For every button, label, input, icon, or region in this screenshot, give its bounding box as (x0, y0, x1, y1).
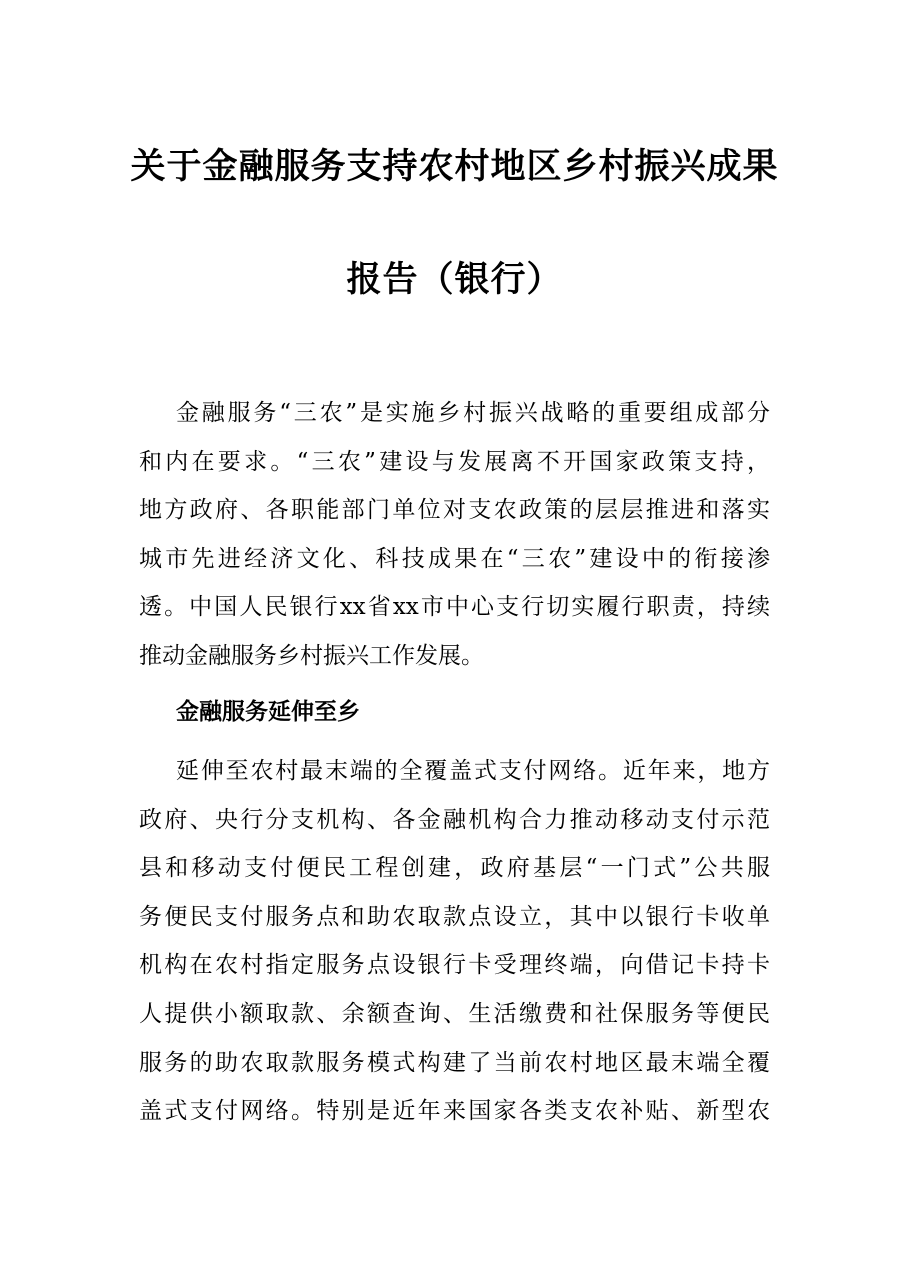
paragraph-line: 服务的助农取款服务模式构建了当前农村地区最末端全覆 (139, 1049, 770, 1076)
document-title-line-2: 报告（银行） (346, 259, 563, 300)
paragraph-line: 和内在要求。“三农”建设与发展离不开国家政策支持， (139, 448, 770, 475)
paragraph-line: 机构在农村指定服务点设银行卡受理终端，向借记卡持卡 (139, 952, 770, 979)
paragraph-line: 地方政府、各职能部门单位对支农政策的层层推进和落实 (139, 497, 770, 524)
document-title-line-1: 关于金融服务支持农村地区乡村振兴成果 (130, 146, 779, 187)
paragraph-line: 推动金融服务乡村振兴工作发展。 (139, 642, 484, 669)
paragraph-line: 务便民支付服务点和助农取款点设立，其中以银行卡收单 (139, 903, 770, 930)
paragraph-line: 盖式支付网络。特别是近年来国家各类支农补贴、新型农 (139, 1098, 770, 1125)
paragraph-line: 金融服务“三农”是实施乡村振兴战略的重要组成部分 (176, 400, 770, 426)
paragraph-line: 透。中国人民银行xx省xx市中心支行切实履行职责，持续 (139, 594, 770, 621)
paragraph-line: 延伸至农村最末端的全覆盖式支付网络。近年来，地方 (176, 758, 770, 784)
paragraph-line: 人提供小额取款、余额查询、生活缴费和社保服务等便民 (139, 1000, 770, 1027)
paragraph-line: 县和移动支付便民工程创建，政府基层“一门式”公共服 (139, 855, 770, 882)
section-heading: 金融服务延伸至乡 (176, 698, 360, 725)
paragraph-payment-network (139, 747, 770, 1136)
paragraph-intro (139, 389, 770, 681)
paragraph-line: 城市先进经济文化、科技成果在“三农”建设中的衔接渗 (139, 545, 770, 572)
paragraph-line: 政府、央行分支机构、各金融机构合力推动移动支付示范 (139, 806, 770, 833)
